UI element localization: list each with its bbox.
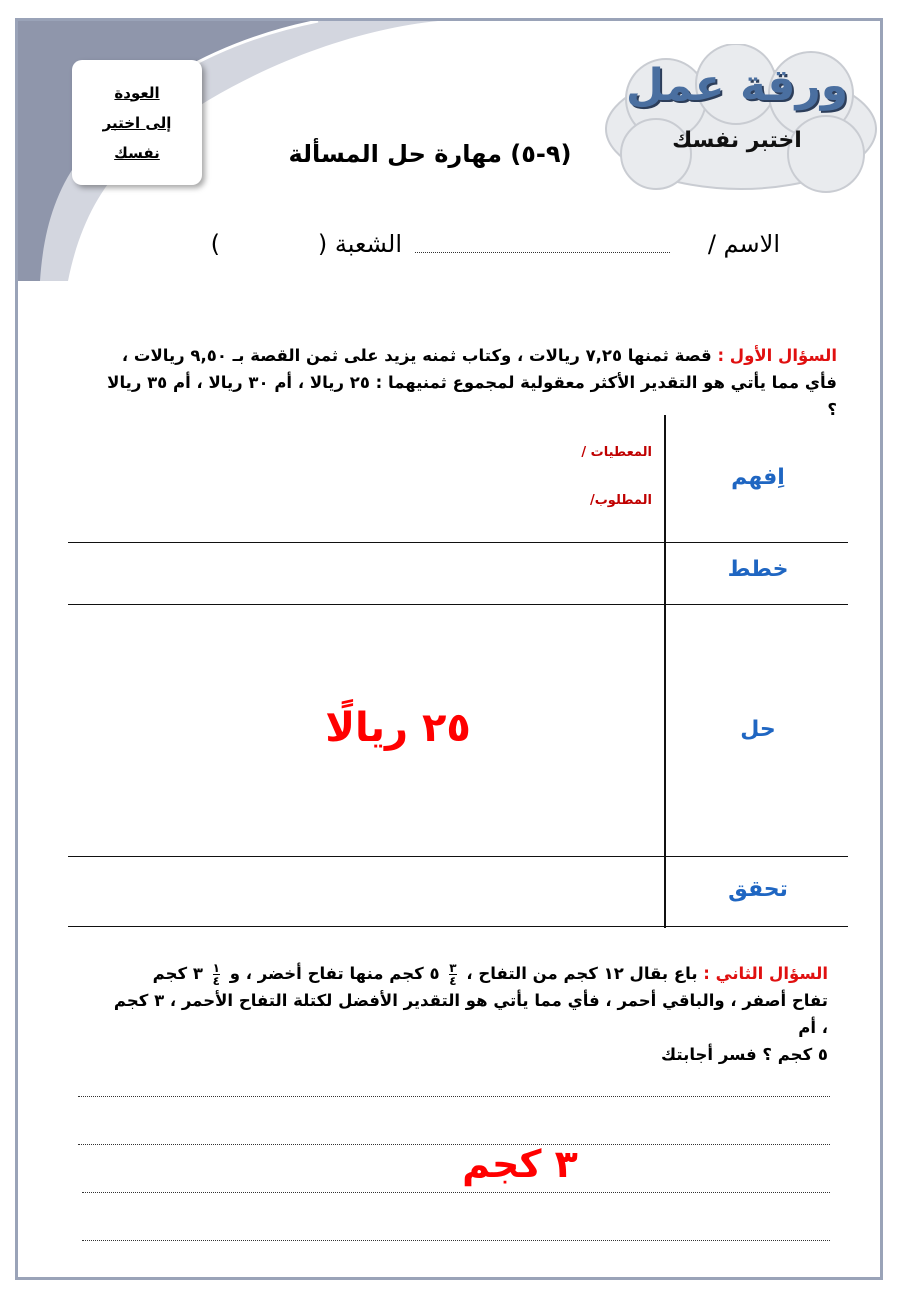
step-check: تحقق	[728, 877, 788, 902]
fraction-one-quarter	[213, 962, 220, 987]
fraction-numerator: ٣	[449, 961, 457, 975]
answer-line[interactable]	[78, 1096, 830, 1097]
sheet-title: (٩-٥) مهارة حل المسألة	[288, 140, 572, 168]
back-link-line-1: العودة	[114, 83, 160, 102]
question-1-line-2: فأي مما يأتي هو التقدير الأكثر معقولية لمجموع ثمنيهما : ٢٥ ريالا ، أم ٣٠ ريالا ، أم ٣٥ ريالا ؟	[107, 373, 837, 419]
question-1-line-1	[95, 342, 837, 369]
polya-steps-table	[68, 415, 848, 928]
answer-line[interactable]	[82, 1240, 830, 1241]
question-2-text-3: ٣ كجم	[152, 964, 203, 983]
back-link-line-3: نفسك	[114, 143, 160, 162]
name-field[interactable]	[415, 252, 670, 253]
required-label: المطلوب/	[590, 493, 652, 508]
answer-line[interactable]	[82, 1192, 830, 1193]
table-row-line	[68, 856, 848, 857]
step-plan: خطط	[727, 557, 789, 582]
question-2-line-1	[110, 960, 828, 987]
question-2-answer: ٣ كجم	[462, 1142, 578, 1186]
step-understand: اِفهم	[731, 465, 785, 490]
section-label: الشعبة (	[317, 230, 402, 258]
question-2-label: السؤال الثاني :	[703, 964, 828, 983]
back-link-line-2: إلى اختبر	[102, 113, 172, 132]
question-2-text-2: ٥ كجم منها تفاح أخضر ، و	[229, 964, 440, 983]
question-2	[110, 960, 828, 1068]
table-row-line	[68, 604, 848, 605]
fraction-denominator: ٤	[449, 974, 457, 988]
question-1-label: السؤال الأول :	[717, 346, 837, 365]
fraction-numerator: ١	[212, 961, 220, 975]
section-field[interactable]: )	[210, 230, 220, 258]
step-solve: حل	[740, 717, 776, 742]
solution-answer: ٢٥ ريالًا	[325, 705, 471, 751]
back-to-test-link[interactable]	[72, 60, 202, 185]
table-divider	[664, 415, 666, 928]
question-1	[95, 342, 837, 423]
question-1-text-1: قصة ثمنها ٧,٢٥ ريالات ، وكتاب ثمنه يزيد على ثمن القصة بـ ٩,٥٠ ريالات ،	[121, 346, 712, 365]
table-row-line	[68, 542, 848, 543]
question-2-line-2: تفاح أصفر ، والباقي أحمر ، فأي مما يأتي هو التقدير الأفضل لكتلة التفاح الأحمر ، ٣ كجم ، أم	[113, 991, 828, 1037]
logo-title: ورقة عمل	[625, 60, 849, 111]
logo-subtitle: اختبر نفسك	[672, 128, 802, 153]
name-label: الاسم /	[707, 230, 780, 258]
table-row-line	[68, 926, 848, 927]
question-2-text-1: باع بقال ١٢ كجم من التفاح ،	[466, 964, 698, 983]
fraction-three-quarters	[449, 962, 456, 987]
student-info-row	[180, 230, 780, 264]
fraction-denominator: ٤	[212, 974, 220, 988]
given-label: المعطيات /	[581, 445, 652, 460]
question-2-line-3: ٥ كجم ؟ فسر أجابتك	[661, 1045, 828, 1064]
